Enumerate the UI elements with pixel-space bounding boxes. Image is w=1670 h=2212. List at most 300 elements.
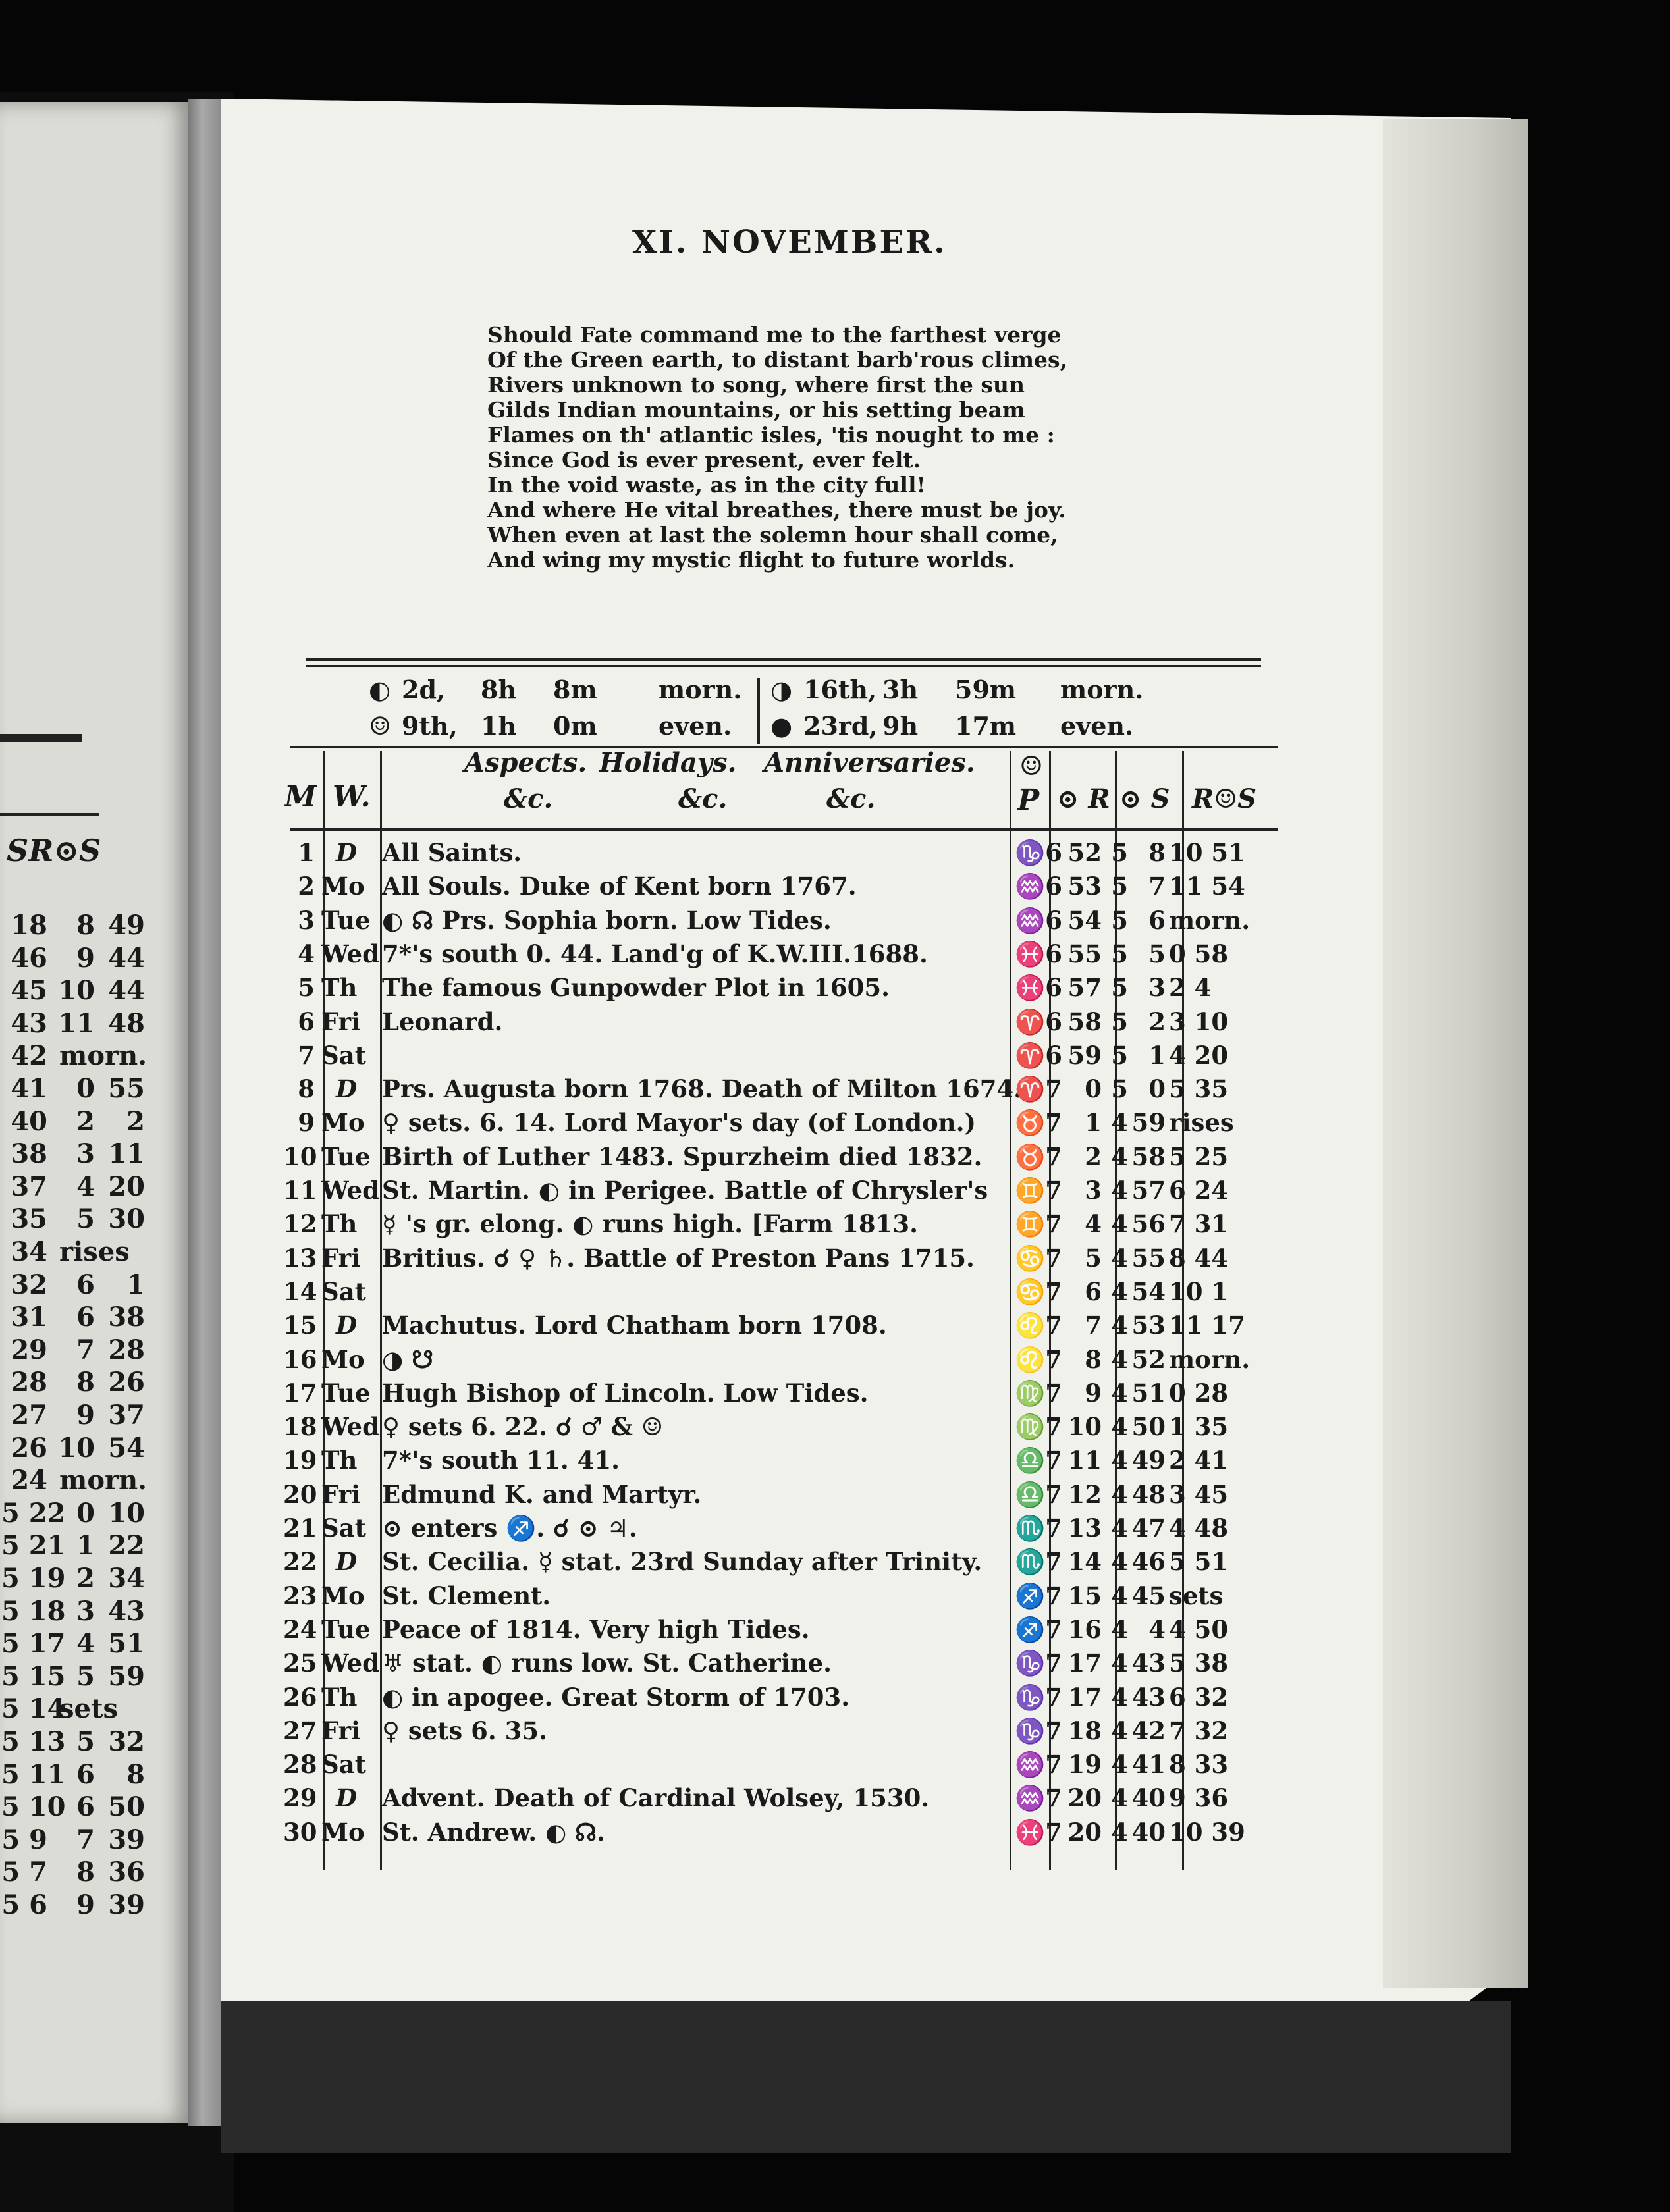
header-moon-place-icon: ☺ — [1019, 750, 1043, 781]
weekday: D — [336, 1783, 358, 1813]
left-page-header: SR⊙S — [7, 833, 101, 868]
zodiac-icon: ♑ — [1014, 1648, 1046, 1678]
moon-rise-set: 5 35 — [1169, 1074, 1229, 1104]
sunset-hour: 4 — [1111, 1108, 1128, 1138]
left-page-value: 44 — [108, 975, 145, 1007]
phase-minute: 8m — [553, 675, 597, 704]
left-page-value: 34 — [108, 1563, 145, 1594]
left-page-value: 34 — [11, 1236, 47, 1267]
moon-rise-set: morn. — [1169, 1344, 1251, 1374]
sunset-hour: 4 — [1111, 1311, 1128, 1340]
moon-rise-set: 5 38 — [1169, 1648, 1229, 1678]
moon-rise-set: 5 25 — [1169, 1142, 1229, 1171]
table-row — [283, 1309, 1284, 1342]
sunrise-hour: 7 — [1045, 1614, 1062, 1644]
weekday: Tue — [321, 1142, 371, 1171]
left-page-row — [0, 1170, 191, 1204]
sunset-hour: 4 — [1111, 1514, 1128, 1542]
moon-rise-set: 10 51 — [1169, 838, 1245, 867]
day-number: 8 — [298, 1074, 315, 1104]
phase-day: 16th, — [803, 675, 877, 704]
left-page-row — [0, 1855, 191, 1889]
left-page-row — [0, 1562, 191, 1596]
weekday: D — [336, 1547, 358, 1577]
left-page-value: 44 — [108, 942, 145, 974]
sunset-hour: 4 — [1111, 1277, 1128, 1306]
header-w: W. — [333, 780, 371, 814]
left-page-value: 28 — [108, 1334, 145, 1365]
moon-rise-set: 5 51 — [1169, 1547, 1229, 1577]
day-number: 17 — [283, 1378, 317, 1408]
table-row — [283, 1613, 1284, 1646]
sunrise-minute: 4 — [1085, 1209, 1102, 1239]
moon-rise-set: 6 32 — [1169, 1682, 1229, 1712]
moon-rise-set: 4 20 — [1169, 1040, 1229, 1070]
header-anniversaries: Anniversaries. — [764, 747, 975, 778]
event-text: 7*'s south 11. 41. — [382, 1446, 620, 1475]
moon-phase-icon: ◐ — [369, 675, 391, 704]
sunset-minute: 50 — [1131, 1412, 1166, 1442]
left-page-value: 5 — [76, 1203, 95, 1235]
left-page-row — [0, 1463, 191, 1498]
sunset-minute: 5 — [1148, 939, 1166, 968]
left-page-value: 6 — [76, 1791, 95, 1823]
sunset-minute: 41 — [1131, 1750, 1166, 1779]
table-row — [283, 1478, 1284, 1512]
sunset-minute: 48 — [1131, 1479, 1166, 1509]
sunrise-minute: 15 — [1067, 1581, 1102, 1610]
sunset-hour: 4 — [1111, 1648, 1128, 1678]
left-page-value: 6 — [76, 1269, 95, 1300]
top-rule — [306, 665, 1261, 667]
left-page-value: 59 — [108, 1660, 145, 1692]
sunset-hour: 4 — [1111, 1378, 1128, 1408]
sunrise-hour: 7 — [1045, 1209, 1062, 1239]
zodiac-icon: ♋ — [1014, 1277, 1046, 1306]
moon-rise-set: 11 54 — [1169, 872, 1245, 901]
sunrise-hour: 7 — [1045, 1378, 1062, 1408]
table-row — [283, 1579, 1284, 1613]
left-page-value: 40 — [11, 1105, 47, 1137]
sunrise-minute: 6 — [1085, 1277, 1102, 1306]
sunset-minute: 7 — [1148, 872, 1166, 901]
event-text: ♀ sets 6. 22. ☌ ♂ & ☺ — [382, 1412, 664, 1442]
zodiac-icon: ♌ — [1014, 1311, 1046, 1340]
left-page-value: 11 — [108, 1138, 145, 1170]
table-row — [283, 1039, 1284, 1072]
moon-rise-set: sets — [1169, 1581, 1224, 1610]
table-row — [283, 1545, 1284, 1579]
sunrise-minute: 54 — [1067, 905, 1102, 935]
sunset-minute: 3 — [1148, 973, 1166, 1003]
table-row — [283, 1207, 1284, 1241]
sunrise-hour: 6 — [1045, 973, 1062, 1003]
sunset-hour: 5 — [1111, 1074, 1128, 1104]
left-page-row — [0, 1888, 191, 1922]
event-text: ⊙ enters ♐. ☌ ⊙ ♃. — [382, 1514, 637, 1542]
event-text: ☿ 's gr. elong. ◐ runs high. [Farm 1813. — [382, 1209, 918, 1239]
left-page-value: 6 — [76, 1758, 95, 1790]
sunrise-hour: 7 — [1045, 1176, 1062, 1205]
sunrise-hour: 7 — [1045, 1446, 1062, 1475]
sunrise-minute: 16 — [1067, 1614, 1102, 1644]
poem-line: Should Fate command me to the farthest verge — [487, 322, 1062, 348]
event-text: St. Andrew. ◐ ☊. — [382, 1817, 605, 1847]
sunrise-hour: 6 — [1045, 1007, 1062, 1036]
left-page-row — [0, 1007, 191, 1041]
weekday: Mo — [321, 1344, 365, 1374]
left-page-value: 2 — [76, 1563, 95, 1594]
table-row — [283, 937, 1284, 971]
left-page-value: 31 — [11, 1302, 47, 1333]
page-title: XI. NOVEMBER. — [632, 224, 947, 261]
sunrise-minute: 18 — [1067, 1716, 1102, 1745]
moon-phase-icon: ● — [770, 711, 793, 741]
sunset-hour: 5 — [1111, 973, 1128, 1003]
poem-line: In the void waste, as in the city full! — [487, 472, 926, 498]
left-page-value: 4 — [76, 1628, 95, 1660]
left-page-value: 8 — [76, 910, 95, 941]
left-page-row — [0, 1725, 191, 1759]
header-holidays: Holidays. — [599, 747, 737, 778]
table-row — [283, 1072, 1284, 1106]
event-text: 7*'s south 0. 44. Land'g of K.W.III.1688. — [382, 939, 928, 968]
left-page-value: 32 — [11, 1269, 47, 1300]
left-page-word: morn. — [59, 1465, 148, 1496]
left-page-value: 38 — [108, 1302, 145, 1333]
moon-rise-set: 2 4 — [1169, 973, 1212, 1003]
zodiac-icon: ♉ — [1014, 1108, 1046, 1138]
sunrise-minute: 17 — [1067, 1682, 1102, 1712]
left-page-value: 5 19 — [1, 1563, 66, 1594]
table-row — [283, 1377, 1284, 1410]
sunset-hour: 4 — [1111, 1344, 1128, 1374]
day-number: 22 — [283, 1547, 317, 1577]
sunrise-hour: 7 — [1045, 1716, 1062, 1745]
table-row — [283, 1174, 1284, 1207]
sunset-hour: 4 — [1111, 1412, 1128, 1442]
left-page-value: 55 — [108, 1073, 145, 1104]
left-page-value: 0 — [76, 1073, 95, 1104]
sunset-minute: 45 — [1131, 1581, 1166, 1610]
left-page-value: 2 — [126, 1105, 145, 1137]
sunset-minute: 46 — [1131, 1547, 1166, 1577]
table-row — [283, 1275, 1284, 1309]
zodiac-icon: ♊ — [1014, 1209, 1046, 1239]
sunset-minute: 59 — [1131, 1108, 1166, 1138]
zodiac-icon: ♏ — [1014, 1514, 1046, 1542]
day-number: 13 — [283, 1243, 317, 1273]
header-aspects: Aspects. — [464, 747, 587, 778]
sunrise-hour: 7 — [1045, 1479, 1062, 1509]
moon-rise-set: 4 48 — [1169, 1514, 1229, 1542]
zodiac-icon: ♐ — [1014, 1614, 1046, 1644]
left-page-value: 5 14 — [1, 1693, 66, 1725]
zodiac-icon: ♎ — [1014, 1446, 1046, 1475]
moon-rise-set: 7 32 — [1169, 1716, 1229, 1745]
weekday: Tue — [321, 1378, 371, 1408]
zodiac-icon: ♒ — [1014, 1783, 1046, 1813]
day-number: 9 — [298, 1108, 315, 1138]
phase-divider — [757, 678, 760, 744]
left-page-value: 3 — [76, 1595, 95, 1627]
day-number: 5 — [298, 973, 315, 1003]
left-page-value: 5 18 — [1, 1595, 66, 1627]
weekday: Fri — [321, 1716, 361, 1745]
sunset-minute: 0 — [1148, 1074, 1166, 1104]
sunset-minute: 40 — [1131, 1817, 1166, 1847]
left-page-value: 5 — [76, 1726, 95, 1757]
sunset-hour: 4 — [1111, 1750, 1128, 1779]
left-page-row — [0, 1594, 191, 1629]
table-row — [283, 1106, 1284, 1140]
day-number: 14 — [283, 1277, 317, 1306]
phase-day: 23rd, — [803, 711, 878, 741]
header-etc: &c. — [504, 783, 553, 814]
sunset-hour: 5 — [1111, 939, 1128, 968]
left-page-value: 5 21 — [1, 1530, 66, 1562]
sunset-minute: 55 — [1131, 1243, 1166, 1273]
event-text: Britius. ☌ ♀ ♄. Battle of Preston Pans 1715. — [382, 1243, 975, 1273]
sunset-minute: 40 — [1131, 1783, 1166, 1813]
zodiac-icon: ♍ — [1014, 1412, 1046, 1442]
left-page-row — [0, 1300, 191, 1334]
poem-line: Of the Green earth, to distant barb'rous climes, — [487, 347, 1068, 373]
moon-rise-set: morn. — [1169, 905, 1251, 935]
event-text: Edmund K. and Martyr. — [382, 1479, 702, 1509]
sunrise-minute: 20 — [1067, 1783, 1102, 1813]
zodiac-icon: ♈ — [1014, 1007, 1046, 1036]
sunrise-minute: 55 — [1067, 939, 1102, 968]
left-page-value: 7 — [76, 1824, 95, 1855]
table-row — [283, 1005, 1284, 1039]
left-page-value: 50 — [108, 1791, 145, 1823]
left-page-value: 8 — [76, 1367, 95, 1398]
sunset-minute: 49 — [1131, 1446, 1166, 1475]
left-facing-page — [0, 102, 191, 2123]
left-page-value: 46 — [11, 942, 47, 974]
sunset-minute: 47 — [1131, 1514, 1166, 1542]
left-page-row — [0, 1496, 191, 1531]
table-row — [283, 1512, 1284, 1545]
left-page-row — [0, 1692, 191, 1726]
sunrise-minute: 20 — [1067, 1817, 1102, 1847]
weekday: Wed — [321, 1176, 379, 1205]
sunset-hour: 4 — [1111, 1479, 1128, 1509]
left-page-row — [0, 1758, 191, 1792]
sunrise-minute: 9 — [1085, 1378, 1102, 1408]
poem-line: Rivers unknown to song, where first the sun — [487, 372, 1025, 398]
left-page-word: morn. — [59, 1040, 148, 1072]
day-number: 29 — [283, 1783, 317, 1813]
moon-rise-set: 0 28 — [1169, 1378, 1229, 1408]
left-page-value: 9 — [76, 1889, 95, 1920]
day-number: 2 — [298, 872, 315, 901]
table-row — [283, 1681, 1284, 1714]
sunrise-hour: 6 — [1045, 872, 1062, 901]
day-number: 11 — [283, 1176, 317, 1205]
moon-rise-set: 0 58 — [1169, 939, 1229, 968]
header-etc: &c. — [678, 783, 728, 814]
weekday: Mo — [321, 1581, 365, 1610]
weekday: Th — [321, 973, 358, 1003]
sunrise-minute: 10 — [1067, 1412, 1102, 1442]
zodiac-icon: ♍ — [1014, 1378, 1046, 1408]
phase-hour: 1h — [481, 711, 517, 741]
sunrise-minute: 3 — [1085, 1176, 1102, 1205]
left-page-word: rises — [59, 1236, 130, 1267]
event-text: All Souls. Duke of Kent born 1767. — [382, 872, 857, 901]
sunrise-minute: 7 — [1085, 1311, 1102, 1340]
left-page-value: 5 17 — [1, 1628, 66, 1660]
weekday: Fri — [321, 1007, 361, 1036]
left-page-value: 3 — [76, 1138, 95, 1170]
header-p: P — [1017, 783, 1040, 817]
sunset-hour: 4 — [1111, 1682, 1128, 1712]
left-page-value: 5 22 — [1, 1497, 66, 1529]
left-page-value: 0 — [76, 1497, 95, 1529]
left-page-value: 20 — [108, 1171, 145, 1202]
left-page-value: 10 — [58, 975, 95, 1007]
poem-line: When even at last the solemn hour shall come, — [487, 522, 1058, 548]
zodiac-icon: ♓ — [1014, 939, 1046, 968]
left-page-row — [0, 1039, 191, 1073]
zodiac-icon: ♑ — [1014, 838, 1046, 867]
poem-line: And where He vital breathes, there must be joy. — [487, 497, 1066, 523]
sunrise-hour: 7 — [1045, 1311, 1062, 1340]
sunset-minute: 4 — [1148, 1614, 1166, 1644]
phase-day: 2d, — [402, 675, 446, 704]
moon-phase-icon: ◑ — [770, 675, 793, 704]
scan-lower-margin — [221, 2001, 1511, 2153]
zodiac-icon: ♎ — [1014, 1479, 1046, 1509]
left-page-value: 38 — [11, 1138, 47, 1170]
moon-rise-set: 2 41 — [1169, 1446, 1229, 1475]
day-number: 19 — [283, 1446, 317, 1475]
left-page-value: 1 — [126, 1269, 145, 1300]
weekday: Sat — [321, 1750, 366, 1779]
sunset-hour: 5 — [1111, 1040, 1128, 1070]
left-page-value: 36 — [108, 1856, 145, 1888]
left-page-value: 5 15 — [1, 1660, 66, 1692]
left-page-value: 51 — [108, 1628, 145, 1660]
header-m: M — [284, 780, 317, 814]
sunset-hour: 5 — [1111, 838, 1128, 867]
event-text: All Saints. — [382, 838, 522, 867]
weekday: Mo — [321, 1108, 365, 1138]
left-page-value: 27 — [11, 1400, 47, 1431]
zodiac-icon: ♋ — [1014, 1243, 1046, 1273]
left-page-value: 8 — [76, 1856, 95, 1888]
sunrise-minute: 53 — [1067, 872, 1102, 901]
left-page-row — [0, 1268, 191, 1302]
zodiac-icon: ♈ — [1014, 1040, 1046, 1070]
poem-line: Since God is ever present, ever felt. — [487, 447, 921, 473]
sunset-minute: 43 — [1131, 1682, 1166, 1712]
day-number: 6 — [298, 1007, 315, 1036]
day-number: 28 — [283, 1750, 317, 1779]
sunset-minute: 58 — [1131, 1142, 1166, 1171]
left-page-value: 39 — [108, 1824, 145, 1855]
table-row — [283, 1816, 1284, 1849]
sunrise-minute: 12 — [1067, 1479, 1102, 1509]
sunrise-hour: 6 — [1045, 905, 1062, 935]
moon-rise-set: 4 50 — [1169, 1614, 1229, 1644]
left-page-row — [0, 908, 191, 943]
left-page-row — [0, 1105, 191, 1139]
event-text: Machutus. Lord Chatham born 1708. — [382, 1311, 887, 1340]
left-page-value: 9 — [76, 1400, 95, 1431]
sunrise-hour: 7 — [1045, 1817, 1062, 1847]
day-number: 21 — [283, 1514, 317, 1542]
left-page-value: 7 — [76, 1334, 95, 1365]
left-page-value: 37 — [11, 1171, 47, 1202]
day-number: 4 — [298, 939, 315, 968]
left-page-row — [0, 1333, 191, 1367]
weekday: Wed — [321, 939, 379, 968]
phase-hour: 9h — [882, 711, 919, 741]
left-page-value: 9 — [76, 942, 95, 974]
weekday: Th — [321, 1682, 358, 1712]
table-row — [283, 1781, 1284, 1815]
sunrise-minute: 14 — [1067, 1547, 1102, 1577]
table-row — [283, 1410, 1284, 1444]
moon-rise-set: 8 33 — [1169, 1750, 1229, 1779]
left-page-row — [0, 1529, 191, 1563]
left-page-value: 5 11 — [1, 1758, 66, 1790]
sunrise-hour: 7 — [1045, 1277, 1062, 1306]
header-etc: &c. — [826, 783, 876, 814]
sunrise-hour: 7 — [1045, 1108, 1062, 1138]
day-number: 24 — [283, 1614, 317, 1644]
sunrise-minute: 0 — [1085, 1074, 1102, 1104]
sunrise-hour: 6 — [1045, 1040, 1062, 1070]
weekday: D — [336, 1074, 358, 1104]
left-page-value: 4 — [76, 1171, 95, 1202]
weekday: Mo — [321, 872, 365, 901]
event-text: ♀ sets. 6. 14. Lord Mayor's day (of London.) — [382, 1108, 976, 1138]
phase-period: morn. — [1060, 675, 1144, 704]
zodiac-icon: ♒ — [1014, 905, 1046, 935]
moon-rise-set: 11 17 — [1169, 1311, 1245, 1340]
left-page-value: 32 — [108, 1726, 145, 1757]
left-page-value: 10 — [58, 1432, 95, 1463]
weekday: Tue — [321, 905, 371, 935]
table-row — [283, 1714, 1284, 1748]
moon-rise-set: 7 31 — [1169, 1209, 1229, 1239]
sunrise-minute: 13 — [1067, 1514, 1102, 1542]
left-page-value: 43 — [108, 1595, 145, 1627]
left-page-row — [0, 974, 191, 1008]
zodiac-icon: ♏ — [1014, 1547, 1046, 1577]
left-page-value: 10 — [108, 1497, 145, 1529]
moon-rise-set: 1 35 — [1169, 1412, 1229, 1442]
sunrise-minute: 5 — [1085, 1243, 1102, 1273]
left-page-rule — [0, 813, 99, 816]
event-text: Peace of 1814. Very high Tides. — [382, 1614, 810, 1644]
table-row — [283, 1646, 1284, 1680]
moon-rise-set: 8 44 — [1169, 1243, 1229, 1273]
left-page-row — [0, 1398, 191, 1433]
sunrise-hour: 7 — [1045, 1412, 1062, 1442]
sunrise-hour: 7 — [1045, 1074, 1062, 1104]
zodiac-icon: ♊ — [1014, 1176, 1046, 1205]
sunrise-minute: 59 — [1067, 1040, 1102, 1070]
left-page-value: 54 — [108, 1432, 145, 1463]
left-page-value: 28 — [11, 1367, 47, 1398]
zodiac-icon: ♌ — [1014, 1344, 1046, 1374]
zodiac-icon: ♑ — [1014, 1716, 1046, 1745]
